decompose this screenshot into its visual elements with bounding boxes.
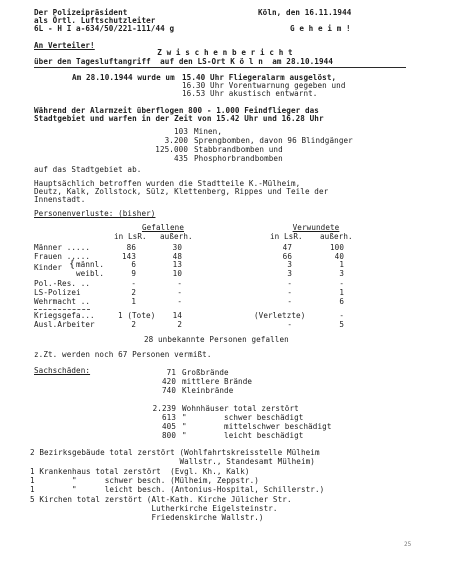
row-label: Pol.-Res. .. [34, 279, 91, 288]
wounded-out: 3 [339, 269, 344, 278]
damage-line: 5 Kirchen total zerstört (Alt-Kath. Kirche Jülicher Str. [30, 495, 292, 504]
targets-line-1: Hauptsächlich betroffen wurden die Stadtteile K.-Mülheim, [34, 179, 301, 188]
killed-in: 6 [131, 260, 136, 269]
row-label: Frauen ..... [34, 252, 91, 261]
distribution-line: An Verteiler! [34, 41, 95, 50]
fire-desc: Kleinbrände [182, 386, 234, 395]
row-sublabel: weibl. [76, 269, 105, 278]
col-group-wounded: Verwundete [292, 223, 340, 232]
bomb-desc: Stabbrandbomben und [194, 145, 283, 154]
fire-qty: 740 [161, 386, 176, 395]
wounded-out: - [339, 279, 344, 288]
damage-line: Friedenskirche Wallstr.) [30, 513, 264, 522]
house-qty: 405 [161, 422, 176, 431]
col-group-killed: Gefallene [141, 223, 185, 232]
col-wounded-in: in LsR. [270, 232, 303, 241]
unknown-dead: 28 unbekannte Personen gefallen [144, 335, 289, 344]
alarm-line: 16.30 Uhr Vorentwarnung gegeben und [182, 81, 346, 90]
wounded-out: - [339, 311, 344, 320]
killed-out: - [177, 279, 182, 288]
col-wounded-out: außerh. [320, 232, 353, 241]
killed-in: 2 [131, 288, 136, 297]
damage-line: 1 Krankenhaus total zerstört (Evgl. Kh., Kalk) [30, 467, 250, 476]
reference-number: 6L - H I a-634/50/221-111/44 g [34, 24, 175, 33]
fire-qty: 420 [161, 377, 176, 386]
house-desc: " mittelschwer beschädigt [182, 422, 332, 431]
damage-line: 1 " leicht besch. (Antonius-Hospital, Schillerstr.) [30, 485, 325, 494]
row-separator [34, 309, 90, 310]
wounded-in: 3 [287, 269, 292, 278]
house-qty: 613 [161, 413, 176, 422]
house-qty: 800 [161, 431, 176, 440]
damage-line: 2 Bezirksgebäude total zerstört (Wohlfahrtskreisstelle Mülheim [30, 448, 320, 457]
row-label: Kinder [34, 263, 63, 272]
killed-out: 10 [172, 269, 182, 278]
report-title: Z w i s c h e n b e r i c h t [157, 48, 293, 57]
targets-line-3: Innenstadt. [34, 195, 86, 204]
house-desc: " schwer beschädigt [182, 413, 304, 422]
fire-qty: 71 [166, 368, 176, 377]
alarm-line: 16.53 Uhr akustisch entwarnt. [182, 89, 318, 98]
sender-line-1: Der Polizeipräsident [34, 8, 128, 17]
col-killed-in: in LsR. [114, 232, 147, 241]
wounded-in: 66 [282, 252, 292, 261]
house-desc: Wohnhäuser total zerstört [182, 404, 299, 413]
killed-in: 9 [131, 269, 136, 278]
wounded-in: 47 [282, 243, 292, 252]
place-date: Köln, den 16.11.1944 [258, 8, 352, 17]
damage-line: Wallstr., Standesamt Mülheim) [30, 457, 315, 466]
bomb-desc: Minen, [194, 127, 223, 136]
damage-line: 1 " schwer besch. (Mülheim, Zeppstr.) [30, 476, 259, 485]
killed-out: 13 [172, 260, 182, 269]
house-qty: 2.239 [152, 404, 176, 413]
classification-stamp: G e h e i m ! [290, 24, 351, 33]
wounded-in: (Verletzte) [254, 311, 306, 320]
bomb-qty: 3.200 [164, 136, 188, 145]
damage-heading: Sachschäden: [34, 366, 91, 375]
killed-in: 1 [131, 297, 136, 306]
alarm-intro: Am 28.10.1944 wurde um [72, 73, 175, 82]
row-label: Ausl.Arbeiter [34, 320, 95, 329]
wounded-in: - [287, 288, 292, 297]
sender-line-2: als Örtl. Luftschutzleiter [34, 16, 156, 25]
row-label: Wehrmacht .. [34, 297, 91, 306]
col-killed-out: außerh. [160, 232, 193, 241]
killed-out: - [177, 288, 182, 297]
wounded-out: 5 [339, 320, 344, 329]
bomb-qty: 125.000 [155, 145, 188, 154]
bombs-footer: auf das Stadtgebiet ab. [34, 165, 142, 174]
wounded-out: 100 [329, 243, 344, 252]
wounded-in: 3 [287, 260, 292, 269]
kinder-brace: { [69, 259, 76, 270]
killed-out: 2 [177, 320, 182, 329]
wounded-in: - [287, 320, 292, 329]
missing-persons: z.Zt. werden noch 67 Personen vermißt. [34, 350, 212, 359]
killed-out: - [177, 297, 182, 306]
fire-desc: mittlere Brände [182, 377, 253, 386]
damage-line: Lutherkirche Eigelsteinstr. [30, 504, 278, 513]
fire-desc: Großbrände [182, 368, 229, 377]
row-label: Kriegsgefa... [34, 311, 95, 320]
killed-in: 2 [131, 320, 136, 329]
wounded-out: 40 [334, 252, 344, 261]
targets-line-2: Deutz, Kalk, Zollstock, Sülz, Klettenberg, Rippes und Teile der [34, 187, 329, 196]
wounded-in: - [287, 279, 292, 288]
row-sublabel: männl. [76, 260, 105, 269]
killed-out: 30 [172, 243, 182, 252]
killed-in: 86 [126, 243, 136, 252]
row-label: LS-Polizei [34, 288, 81, 297]
overflight-line-1: Während der Alarmzeit überflogen 800 - 1.000 Feindflieger das [34, 106, 319, 115]
killed-in: - [131, 279, 136, 288]
killed-in: 1 (Tote) [118, 311, 156, 320]
overflight-line-2: Stadtgebiet und warfen in der Zeit von 15.42 Uhr und 16.28 Uhr [34, 114, 324, 123]
wounded-out: 1 [339, 288, 344, 297]
killed-in: 143 [121, 252, 136, 261]
report-subtitle: über den Tagesluftangriff auf den LS-Ort K ö l n am 28.10.1944 [34, 57, 333, 66]
wounded-out: 6 [339, 297, 344, 306]
killed-out: 14 [172, 311, 182, 320]
bomb-qty: 435 [173, 154, 188, 163]
page-number: 25 [404, 541, 412, 548]
alarm-line: 15.40 Uhr Fliegeralarm ausgelöst, [182, 73, 337, 82]
house-desc: " leicht beschädigt [182, 431, 304, 440]
bomb-desc: Sprengbomben, davon 96 Blindgänger [194, 136, 353, 145]
row-label: Männer ..... [34, 243, 91, 252]
wounded-in: - [287, 297, 292, 306]
wounded-out: 1 [339, 260, 344, 269]
killed-out: 48 [172, 252, 182, 261]
bomb-qty: 103 [173, 127, 188, 136]
subtitle-underline [34, 67, 406, 68]
casualties-heading: Personenverluste: (bisher) [34, 209, 156, 218]
bomb-desc: Phosphorbrandbomben [194, 154, 283, 163]
